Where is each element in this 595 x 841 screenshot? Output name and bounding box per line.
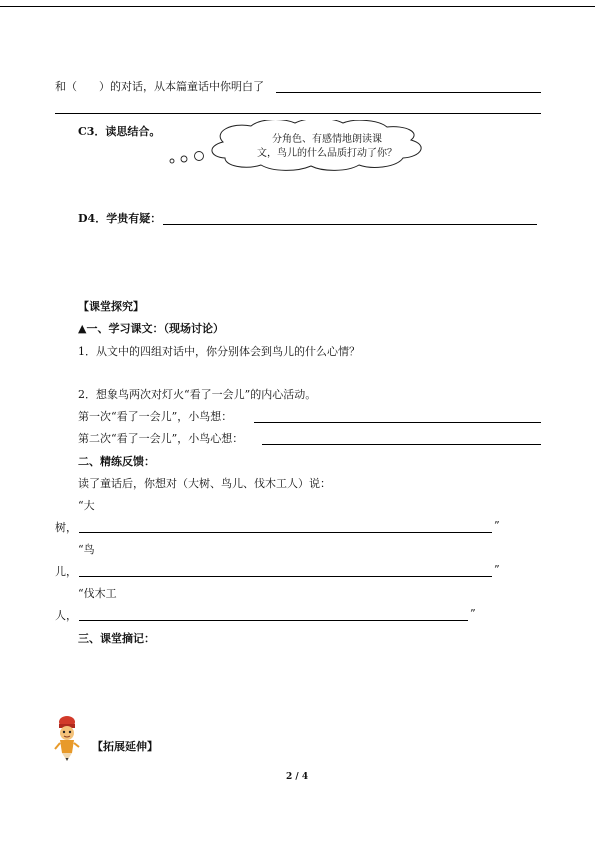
part3-heading: 三、课堂摘记：	[78, 632, 155, 645]
answer-line-understanding[interactable]	[276, 92, 541, 93]
page-number: 2 / 4	[286, 772, 309, 782]
section-explore-heading: 【课堂探究】	[78, 300, 144, 313]
first-time-prompt: 第一次“看了一会儿”，小鸟想：	[78, 410, 233, 423]
answer-line-bird[interactable]	[79, 576, 492, 577]
bubble-line-1: 分角色、有感情地朗读课	[272, 134, 382, 145]
tree-open-quote: “大	[78, 499, 95, 512]
bird-label: 儿，	[55, 565, 77, 578]
pencil-mascot-icon	[50, 713, 84, 765]
feedback-intro: 读了童话后，你想对（大树、鸟儿、伐木工人）说：	[78, 477, 331, 490]
worker-open-quote: “伐木工	[78, 587, 117, 600]
d4-heading: D4．学贵有疑：	[78, 212, 162, 225]
second-time-prompt: 第二次“看了一会儿”，小鸟心想：	[78, 432, 244, 445]
question-2: 2．想象鸟两次对灯火“看了一会儿”的内心活动。	[78, 388, 317, 401]
answer-line-understanding-2[interactable]	[55, 113, 541, 114]
extension-heading: 【拓展延伸】	[92, 740, 158, 753]
tree-close-quote: ”	[494, 519, 500, 532]
worker-label: 人，	[55, 609, 77, 622]
tree-label: 树，	[55, 521, 77, 534]
question-1: 1．从文中的四组对话中，你分别体会到鸟儿的什么心情？	[78, 345, 360, 358]
bird-open-quote: “鸟	[78, 543, 95, 556]
answer-line-tree[interactable]	[79, 532, 492, 533]
answer-line-second-time[interactable]	[262, 444, 541, 445]
answer-line-questions[interactable]	[163, 224, 537, 225]
bubble-line-2: 文，鸟儿的什么品质打动了你？	[257, 148, 397, 159]
worker-close-quote: ”	[470, 607, 476, 620]
part2-heading: 二、精练反馈：	[78, 455, 155, 468]
answer-line-first-time[interactable]	[254, 422, 541, 423]
dialogue-question: 和（ ）的对话，从本篇童话中你明白了	[55, 80, 264, 93]
part1-heading: ▲一、学习课文：（现场讨论）	[78, 322, 224, 335]
page-top-rule	[0, 6, 595, 7]
c3-heading: C3．读思结合。	[78, 125, 161, 138]
bird-close-quote: ”	[494, 563, 500, 576]
answer-line-worker[interactable]	[79, 620, 468, 621]
